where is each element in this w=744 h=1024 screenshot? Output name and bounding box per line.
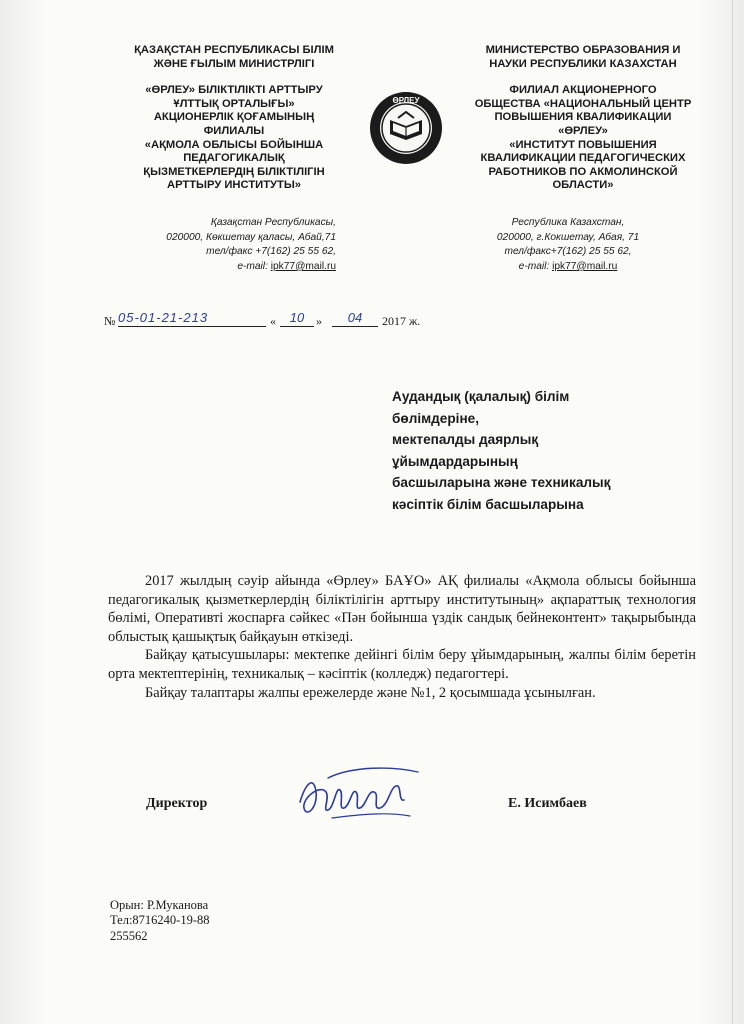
- quote-close: »: [316, 314, 322, 328]
- registration-line: [104, 310, 464, 330]
- address-kz: [140, 216, 336, 274]
- ministry-name-kz: [104, 44, 364, 71]
- address-line: тел/факс +7(162) 25 55 62,: [206, 246, 336, 258]
- header-line: КВАЛИФИКАЦИИ ПЕДАГОГИЧЕСКИХ: [480, 152, 686, 165]
- address-line: 020000, Көкшетау қаласы, Абай,71: [166, 231, 336, 243]
- header-line: АКЦИОНЕРЛІК ҚОҒАМЫНЫҢ: [153, 111, 315, 124]
- institution-name-kz: [104, 84, 364, 193]
- handwritten-signature: [292, 762, 422, 828]
- header-line: «АҚМОЛА ОБЛЫСЫ БОЙЫНША: [144, 138, 324, 151]
- header-line: ФИЛИАЛ АКЦИОНЕРНОГО: [509, 84, 657, 97]
- email-label: e-mail:: [518, 260, 553, 272]
- header-line: ОБЛАСТИ»: [552, 179, 614, 192]
- letter-body: [108, 572, 696, 702]
- header-line: «ӨРЛЕУ»: [558, 124, 608, 137]
- registration-month: 04: [332, 310, 378, 327]
- body-paragraph: Байқау талаптары жалпы ережелерде және №1, 2 қосымшада ұсынылған.: [145, 684, 596, 701]
- address-line: 020000, г.Кокшетау, Абая, 71: [496, 231, 640, 243]
- addressee-block: [392, 386, 692, 516]
- signatory-name: Е. Исимбаев: [508, 796, 587, 811]
- contact-line: 255562: [110, 928, 148, 943]
- header-line: ПОВЫШЕНИЯ КВАЛИФИКАЦИИ: [494, 111, 672, 124]
- logo-text: ӨРЛЕУ: [392, 96, 420, 105]
- email-label: e-mail:: [237, 260, 271, 272]
- email-link[interactable]: ipk77@mail.ru: [270, 260, 336, 272]
- header-line: НАУКИ РЕСПУБЛИКИ КАЗАХСТАН: [489, 57, 677, 70]
- address-line: тел/факс+7(162) 25 55 62,: [504, 246, 632, 258]
- registration-year: 2017 ж.: [382, 314, 421, 328]
- contact-line: Тел:8716240-19-88: [110, 913, 210, 928]
- number-label: №: [104, 314, 116, 328]
- header-line: ЖӘНЕ ҒЫЛЫМ МИНИСТРЛІГІ: [153, 57, 315, 70]
- email-link[interactable]: ipk77@mail.ru: [552, 260, 618, 272]
- scan-edge: [732, 0, 733, 1024]
- address-ru: [488, 216, 648, 274]
- registration-number: 05-01-21-213: [118, 310, 266, 327]
- addressee-line: бөлімдеріне,: [392, 410, 479, 426]
- header-line: ФИЛИАЛЫ: [203, 124, 265, 137]
- email-line: [488, 260, 648, 275]
- addressee-line: кәсіптік білім басшыларына: [392, 496, 584, 512]
- contact-block: [110, 898, 210, 944]
- header-line: АРТТЫРУ ИНСТИТУТЫ»: [167, 179, 301, 192]
- addressee-line: басшыларына және техникалық: [392, 475, 611, 491]
- header-line: ҰЛТТЫҚ ОРТАЛЫҒЫ»: [173, 97, 295, 110]
- email-line: [140, 260, 336, 275]
- address-line: Республика Казахстан,: [511, 217, 625, 228]
- header-line: «ӨРЛЕУ» БІЛІКТІЛІКТІ АРТТЫРУ: [145, 84, 323, 97]
- registration-day: 10: [280, 310, 314, 327]
- ministry-name-ru: [452, 44, 714, 71]
- address-line: Қазақстан Республикасы,: [210, 217, 336, 228]
- header-right: [452, 44, 714, 193]
- institution-name-ru: [452, 84, 714, 193]
- signatory-title: Директор: [146, 796, 208, 811]
- body-paragraph: Байқау қатысушылары: мектепке дейінгі білім беру ұйымдарының, жалпы білім беретін орта мектептерінің, техникалық – кәсіптік (колледж) педагогтері.: [108, 647, 696, 682]
- header-line: ҚАЗАҚСТАН РЕСПУБЛИКАСЫ БІЛІМ: [134, 44, 334, 56]
- quote-open: «: [270, 314, 276, 328]
- addressee-line: Аудандық (қалалық) білім: [392, 389, 570, 404]
- addressee-line: ұйымдардарының: [392, 453, 518, 469]
- addressee-line: мектепалды даярлық: [392, 432, 539, 448]
- header-line: ОБЩЕСТВА «НАЦИОНАЛЬНЫЙ ЦЕНТР: [474, 97, 692, 110]
- contact-line: Орын: Р.Муканова: [110, 898, 209, 912]
- header-line: «ИНСТИТУТ ПОВЫШЕНИЯ: [509, 138, 657, 151]
- header-line: ПЕДАГОГИКАЛЫҚ: [183, 152, 285, 165]
- header-line: ҚЫЗМЕТКЕРЛЕРДІҢ БІЛІКТІЛІГІН: [143, 165, 325, 178]
- header-line: РАБОТНИКОВ ПО АКМОЛИНСКОЙ: [488, 165, 678, 178]
- body-paragraph: 2017 жылдың сәуір айында «Өрлеу» БАҰО» АҚ филиалы «Ақмола облысы бойынша педагогикалық қызметкерлердің біліктілігін арттыру институтының» ақпараттық технология бөлімі, Оперативті жоспарға сәйкес «Пән бойынша үздік сандық бейнеконтент» тақырыбында облыстық қашықтық байқауын өткізеді.: [108, 573, 696, 645]
- orleu-logo: [368, 90, 444, 166]
- header-left: [104, 44, 364, 193]
- header-line: МИНИСТЕРСТВО ОБРАЗОВАНИЯ И: [485, 44, 681, 56]
